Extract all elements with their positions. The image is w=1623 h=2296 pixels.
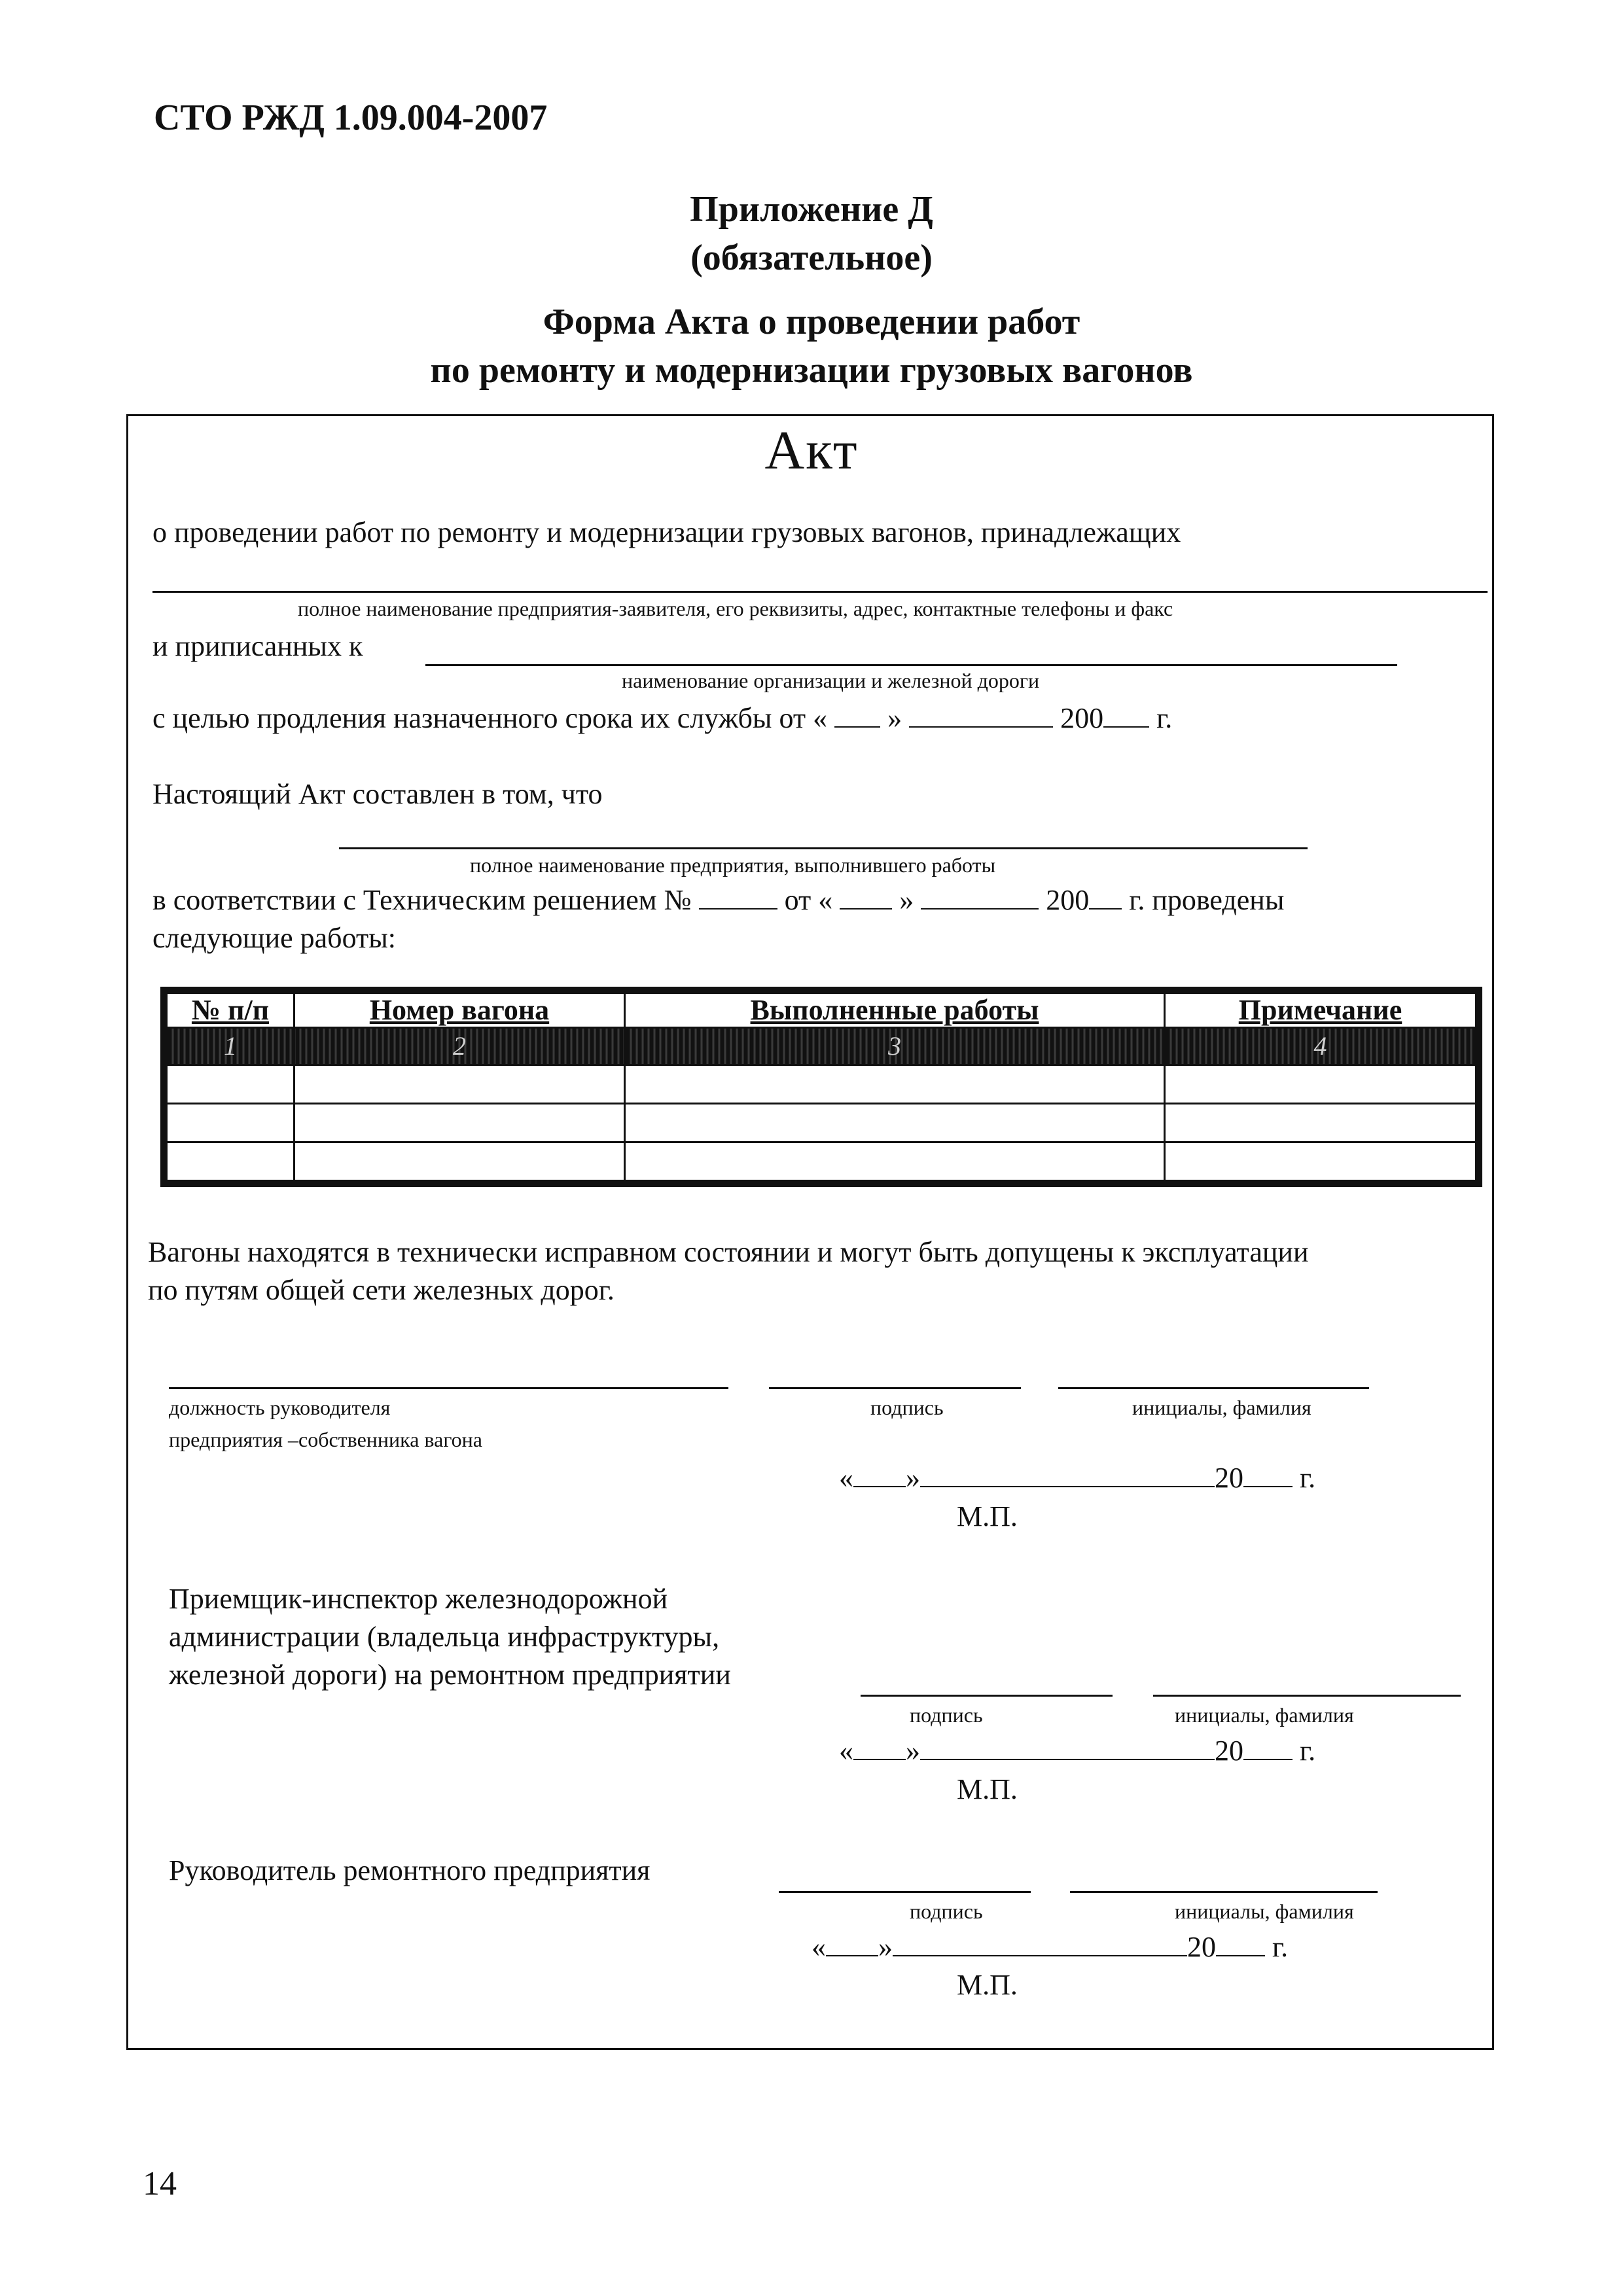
purpose-day-field[interactable] [834,707,880,728]
col-header-number: № п/п [167,993,294,1028]
column-number-row [167,1027,1476,1065]
repair-head-year-suffix: г. [1272,1931,1289,1963]
inspector-signature-caption: подпись [910,1703,983,1727]
owner-signature-caption: подпись [870,1396,944,1419]
inspector-year-suffix: г. [1300,1735,1316,1767]
inspector-seal: М.П. [957,1773,1018,1805]
repair-head-month-field[interactable] [893,1935,1187,1956]
accordance-tail: г. проведены [1129,884,1285,916]
caption-applicant: полное наименование предприятия-заявителя, его реквизиты, адрес, контактные телефоны и факс [298,597,1173,620]
cell-works[interactable] [625,1103,1165,1142]
works-table [160,987,1482,1187]
col-number-3: 3 [625,1027,1165,1065]
purpose-year: 200 [1060,702,1104,734]
owner-name-caption: инициалы, фамилия [1132,1396,1311,1419]
applicant-fill-line[interactable] [152,591,1488,593]
form-title-line2: по ремонту и модернизации грузовых вагонов [430,350,1193,391]
owner-name-line[interactable] [1058,1387,1369,1389]
inspector-name-line[interactable] [1153,1695,1461,1697]
repair-head-signature-line[interactable] [779,1891,1031,1893]
appendix-title: Приложение Д [690,189,933,230]
table-row [167,1103,1476,1142]
inspector-line2: администрации (владельца инфраструктуры, [169,1621,720,1653]
assigned-prefix: и приписанных к [152,630,363,662]
purpose-month-field[interactable] [909,707,1053,728]
appendix-heading [0,185,1623,282]
conclusion-line1: Вагоны находятся в технически исправном состоянии и могут быть допущены к эксплуатации [148,1236,1309,1268]
accordance-line [152,883,1488,917]
owner-date-line [839,1461,1315,1494]
inspector-month-field[interactable] [920,1739,1215,1760]
page-number: 14 [143,2165,177,2202]
repair-head-date-open: « [812,1931,826,1963]
purpose-quote-close: » [887,702,902,734]
inspector-date-close: » [906,1735,920,1767]
accordance-from: от « [784,884,833,916]
act-intro: о проведении работ по ремонту и модернизации грузовых вагонов, принадлежащих [152,516,1181,548]
inspector-line3: железной дороги) на ремонтном предприятии [169,1659,731,1691]
owner-year-suffix: г. [1300,1462,1316,1494]
accordance-quote-close: » [899,884,914,916]
repair-head-date-line [812,1930,1288,1964]
owner-seal: М.П. [957,1500,1018,1532]
accordance-year: 200 [1046,884,1090,916]
col-header-note: Примечание [1165,993,1476,1028]
repair-head-date-close: » [878,1931,893,1963]
caption-organization: наименование организации и железной дороги [622,669,1040,692]
decision-day-field[interactable] [840,889,892,910]
conclusion-line2: по путям общей сети железных дорог. [148,1274,615,1306]
inspector-date-year: 20 [1215,1735,1243,1767]
cell-note[interactable] [1165,1142,1476,1180]
repair-head-name-line[interactable] [1070,1891,1378,1893]
repair-head-seal: М.П. [957,1969,1018,2001]
owner-caption-2: предприятия –собственника вагона [169,1428,482,1451]
owner-date-open: « [839,1462,853,1494]
owner-date-year: 20 [1215,1462,1243,1494]
purpose-line [152,701,1172,735]
cell-wagon[interactable] [294,1065,625,1103]
decision-number-field[interactable] [699,889,777,910]
inspector-signature-line[interactable] [861,1695,1113,1697]
inspector-day-field[interactable] [853,1739,906,1760]
cell-number[interactable] [167,1103,294,1142]
inspector-date-open: « [839,1735,853,1767]
repair-head-name-caption: инициалы, фамилия [1175,1899,1354,1923]
table-row [167,1142,1476,1180]
contractor-fill-line[interactable] [339,847,1308,849]
cell-works[interactable] [625,1065,1165,1103]
owner-year-field[interactable] [1243,1466,1293,1487]
purpose-year-field[interactable] [1103,707,1149,728]
accordance-text: в соответствии с Техническим решением № [152,884,692,916]
cell-number[interactable] [167,1065,294,1103]
decision-month-field[interactable] [921,889,1039,910]
appendix-status: (обязательное) [690,238,933,278]
statement: Настоящий Акт составлен в том, что [152,778,603,810]
cell-note[interactable] [1165,1103,1476,1142]
repair-head-label: Руководитель ремонтного предприятия [169,1854,651,1886]
repair-head-signature-caption: подпись [910,1899,983,1923]
table-header-row [167,993,1476,1028]
works-intro: следующие работы: [152,922,397,954]
cell-number[interactable] [167,1142,294,1180]
col-header-wagon: Номер вагона [294,993,625,1028]
owner-day-field[interactable] [853,1466,906,1487]
organization-fill-line[interactable] [425,664,1397,666]
col-number-2: 2 [294,1027,625,1065]
caption-contractor: полное наименование предприятия, выполнившего работы [470,853,996,877]
purpose-text: с целью продления назначенного срока их службы от « [152,702,828,734]
owner-month-field[interactable] [920,1466,1215,1487]
col-number-4: 4 [1165,1027,1476,1065]
table-row [167,1065,1476,1103]
col-header-works: Выполненные работы [625,993,1165,1028]
document-code: СТО РЖД 1.09.004-2007 [154,97,548,138]
inspector-year-field[interactable] [1243,1739,1293,1760]
cell-note[interactable] [1165,1065,1476,1103]
repair-head-day-field[interactable] [826,1935,878,1956]
owner-signature-line[interactable] [769,1387,1021,1389]
inspector-name-caption: инициалы, фамилия [1175,1703,1354,1727]
act-title: Акт [764,420,859,481]
col-number-1: 1 [167,1027,294,1065]
repair-head-date-year: 20 [1187,1931,1216,1963]
cell-wagon[interactable] [294,1142,625,1180]
purpose-year-suffix: г. [1156,702,1173,734]
repair-head-year-field[interactable] [1216,1935,1265,1956]
decision-year-field[interactable] [1089,889,1122,910]
owner-position-line[interactable] [169,1387,728,1389]
inspector-date-line [839,1734,1315,1767]
inspector-line1: Приемщик-инспектор железнодорожной [169,1583,668,1615]
owner-caption-1: должность руководителя [169,1396,391,1419]
form-title-line1: Форма Акта о проведении работ [543,302,1080,342]
form-heading [0,298,1623,395]
owner-date-close: » [906,1462,920,1494]
cell-works[interactable] [625,1142,1165,1180]
cell-wagon[interactable] [294,1103,625,1142]
